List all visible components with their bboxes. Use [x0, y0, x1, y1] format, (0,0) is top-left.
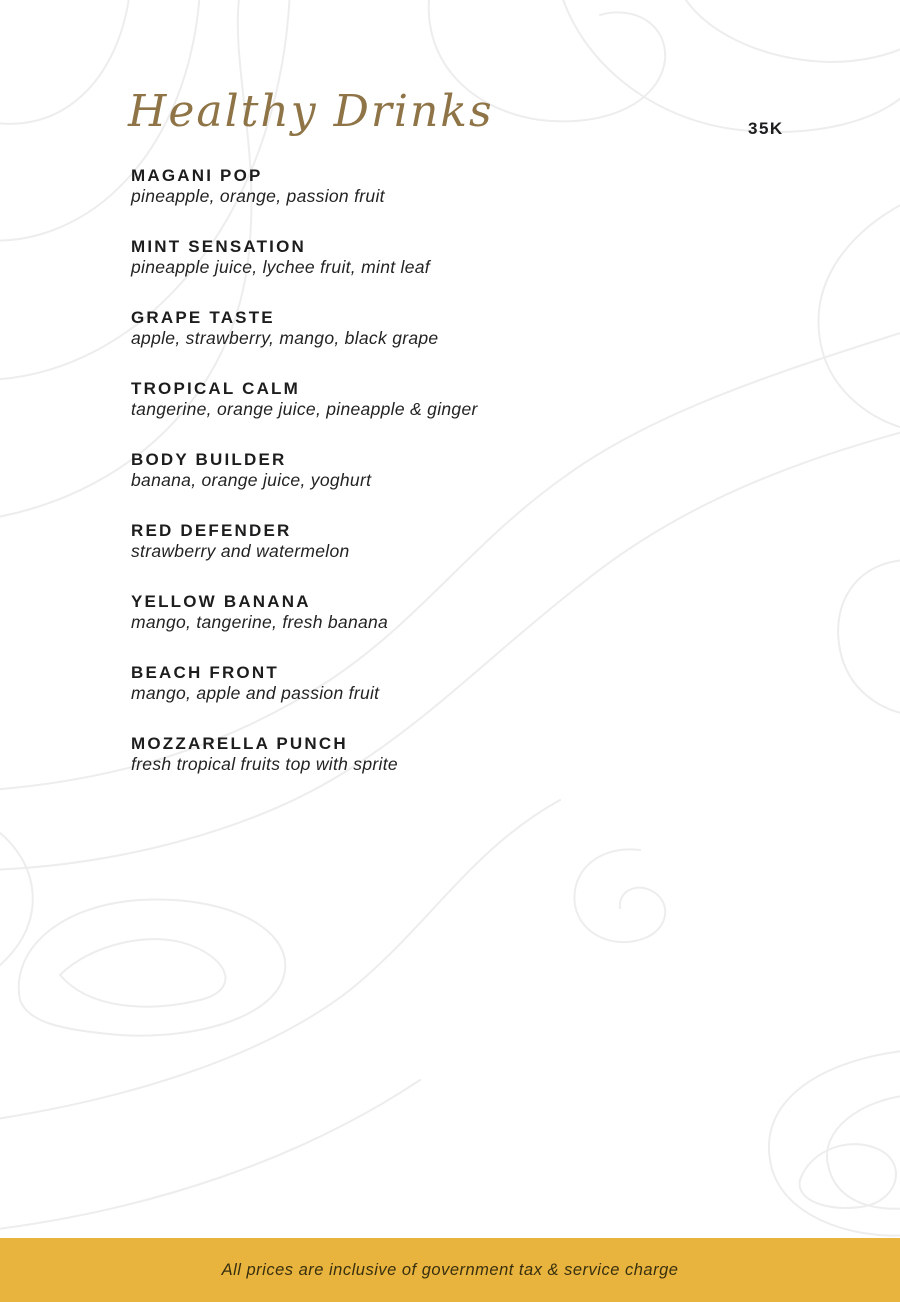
- drink-description: apple, strawberry, mango, black grape: [131, 328, 439, 348]
- drink-name: GRAPE TASTE: [131, 308, 275, 327]
- list-item: [131, 663, 478, 703]
- drink-description: pineapple juice, lychee fruit, mint leaf: [131, 257, 430, 277]
- section-price: 35K: [748, 119, 784, 138]
- page-title: Healthy Drinks: [128, 86, 494, 137]
- drink-description: pineapple, orange, passion fruit: [131, 186, 385, 206]
- list-item: [131, 592, 478, 632]
- drink-name: BEACH FRONT: [131, 663, 279, 682]
- drink-description: banana, orange juice, yoghurt: [131, 470, 372, 490]
- drinks-list: [131, 166, 478, 774]
- drink-name: MAGANI POP: [131, 166, 263, 185]
- footer-note: All prices are inclusive of government tax & service charge: [221, 1260, 679, 1279]
- drink-description: mango, apple and passion fruit: [131, 683, 380, 703]
- drink-name: TROPICAL CALM: [131, 379, 300, 398]
- footer-bar: [0, 1238, 900, 1302]
- list-item: [131, 379, 478, 419]
- list-item: [131, 308, 478, 348]
- drink-description: fresh tropical fruits top with sprite: [131, 754, 398, 774]
- drink-description: strawberry and watermelon: [131, 541, 350, 561]
- list-item: [131, 734, 478, 774]
- list-item: [131, 166, 478, 206]
- drink-description: tangerine, orange juice, pineapple & ginger: [131, 399, 478, 419]
- drink-name: BODY BUILDER: [131, 450, 287, 469]
- drink-name: YELLOW BANANA: [131, 592, 311, 611]
- list-item: [131, 521, 478, 561]
- list-item: [131, 237, 478, 277]
- drink-name: MOZZARELLA PUNCH: [131, 734, 348, 753]
- drink-name: RED DEFENDER: [131, 521, 292, 540]
- drink-description: mango, tangerine, fresh banana: [131, 612, 389, 632]
- drink-name: MINT SENSATION: [131, 237, 306, 256]
- list-item: [131, 450, 478, 490]
